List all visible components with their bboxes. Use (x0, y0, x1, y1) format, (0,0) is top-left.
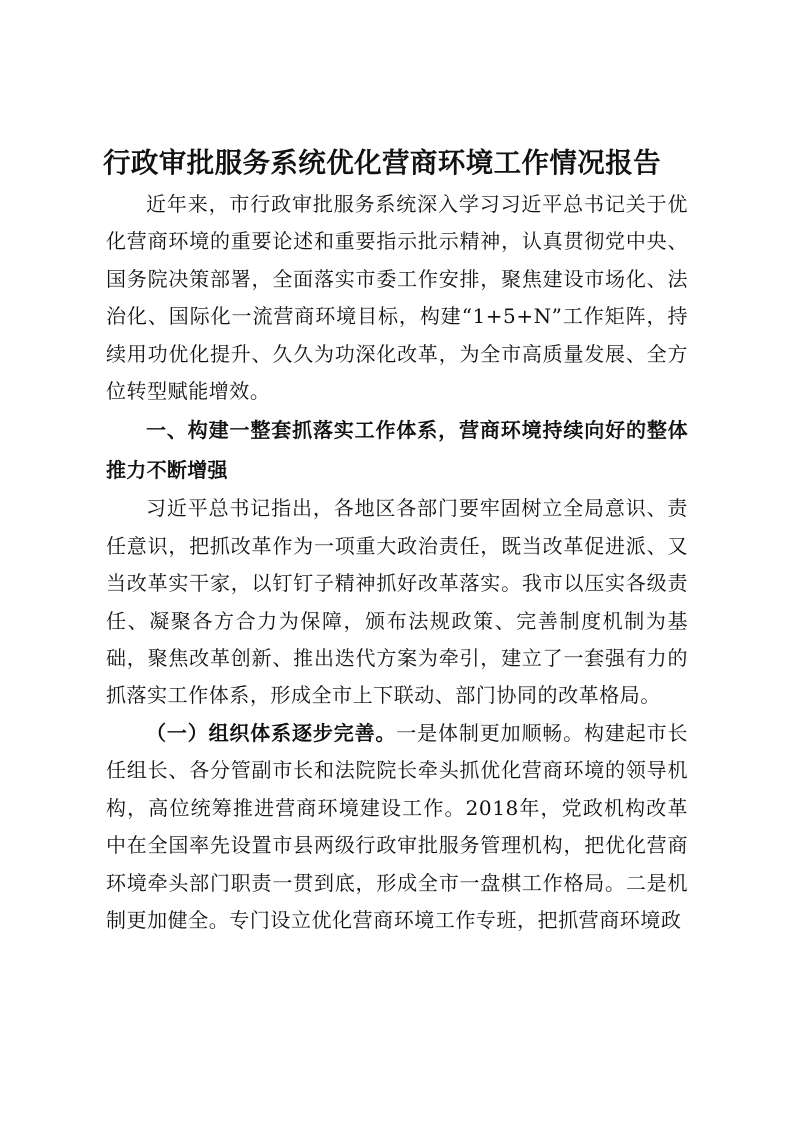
document-title: 行政审批服务系统优化营商环境工作情况报告 (103, 147, 661, 179)
subsection-1-text: 一是体制更加顺畅。构建起市长任组长、各分管副市长和法院院长牵头抓优化营商环境的领导机构，高位统筹推进营商环境建设工作。2018年，党政机构改革中在全国率先设置市县两级行政审批服务管理机构，把优化营商环境牵头部门职责一贯到底，形成全市一盘棋工作格局。二是机制更加健全。专门设立优化营商环境工作专班，把抓营商环境政 (106, 720, 688, 932)
section-1-heading: 一、构建一整套抓落实工作体系，营商环境持续向好的整体推力不断增强 (106, 418, 688, 483)
subsection-1-label: （一）组织体系逐步完善。 (146, 720, 397, 745)
subsection-1-paragraph (106, 715, 688, 939)
section-1-paragraph: 习近平总书记指出，各地区各部门要牢固树立全局意识、责任意识，把抓改革作为一项重大政治责任，既当改革促进派、又当改革实干家，以钉钉子精神抓好改革落实。我市以压实各级责任、凝聚各方合力为保障，颁布法规政策、完善制度机制为基础，聚焦改革创新、推出迭代方案为牵引，建立了一套强有力的抓落实工作体系，形成全市上下联动、部门协同的改革格局。 (106, 496, 688, 708)
document-body (103, 140, 688, 939)
intro-paragraph: 近年来，市行政审批服务系统深入学习习近平总书记关于优化营商环境的重要论述和重要指示批示精神，认真贯彻党中央、国务院决策部署，全面落实市委工作安排，聚焦建设市场化、法治化、国际化一流营商环境目标，构建“1+5+N”工作矩阵，持续用功优化提升、久久为功深化改革，为全市高质量发展、全方位转型赋能增效。 (106, 192, 688, 404)
